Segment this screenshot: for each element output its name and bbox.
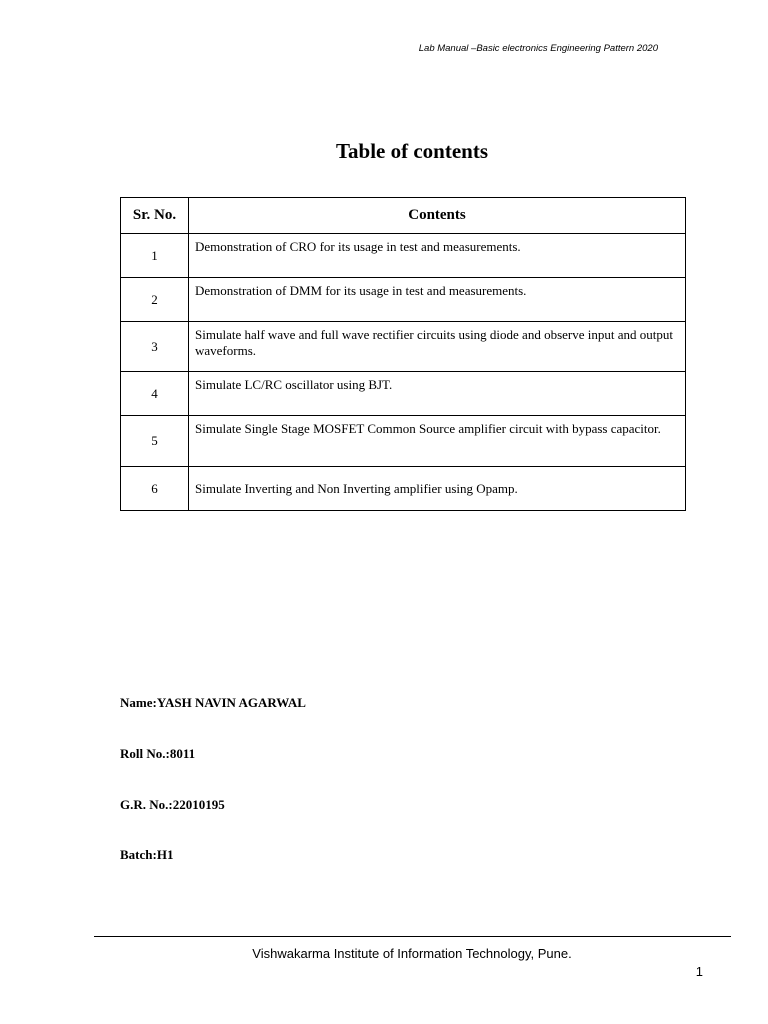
table-row: [121, 416, 686, 467]
batch: Batch:H1: [120, 847, 174, 862]
table-row: [121, 322, 686, 372]
roll-number: Roll No.:8011: [120, 746, 196, 761]
page-title: Table of contents: [335, 139, 489, 163]
content-cell: Simulate LC/RC oscillator using BJT.: [189, 372, 686, 416]
sr-no-cell: 4: [121, 372, 189, 416]
column-header-sr-no: Sr. No.: [121, 198, 189, 234]
table-header-row: [121, 198, 686, 234]
content-cell: Demonstration of CRO for its usage in test and measurements.: [189, 234, 686, 278]
page-number: 1: [695, 964, 703, 979]
gr-number: G.R. No.:22010195: [120, 797, 225, 812]
sr-no-cell: 1: [121, 234, 189, 278]
student-name: Name:YASH NAVIN AGARWAL: [120, 695, 306, 710]
contents-table: [120, 197, 686, 511]
footer-divider: [94, 936, 731, 937]
header-note: Lab Manual –Basic electronics Engineering Pattern 2020: [418, 43, 658, 54]
content-cell: Simulate half wave and full wave rectifier circuits using diode and observe input and output waveforms.: [189, 322, 686, 372]
table-row: [121, 278, 686, 322]
content-cell: Demonstration of DMM for its usage in test and measurements.: [189, 278, 686, 322]
footer-institute: Vishwakarma Institute of Information Technology, Pune.: [252, 946, 572, 961]
sr-no-cell: 2: [121, 278, 189, 322]
content-cell: Simulate Single Stage MOSFET Common Source amplifier circuit with bypass capacitor.: [189, 416, 686, 467]
column-header-contents: Contents: [189, 198, 686, 234]
sr-no-cell: 5: [121, 416, 189, 467]
table-row: [121, 372, 686, 416]
sr-no-cell: 3: [121, 322, 189, 372]
sr-no-cell: 6: [121, 467, 189, 511]
content-cell: Simulate Inverting and Non Inverting amplifier using Opamp.: [189, 467, 686, 511]
table-row: [121, 234, 686, 278]
table-row: [121, 467, 686, 511]
